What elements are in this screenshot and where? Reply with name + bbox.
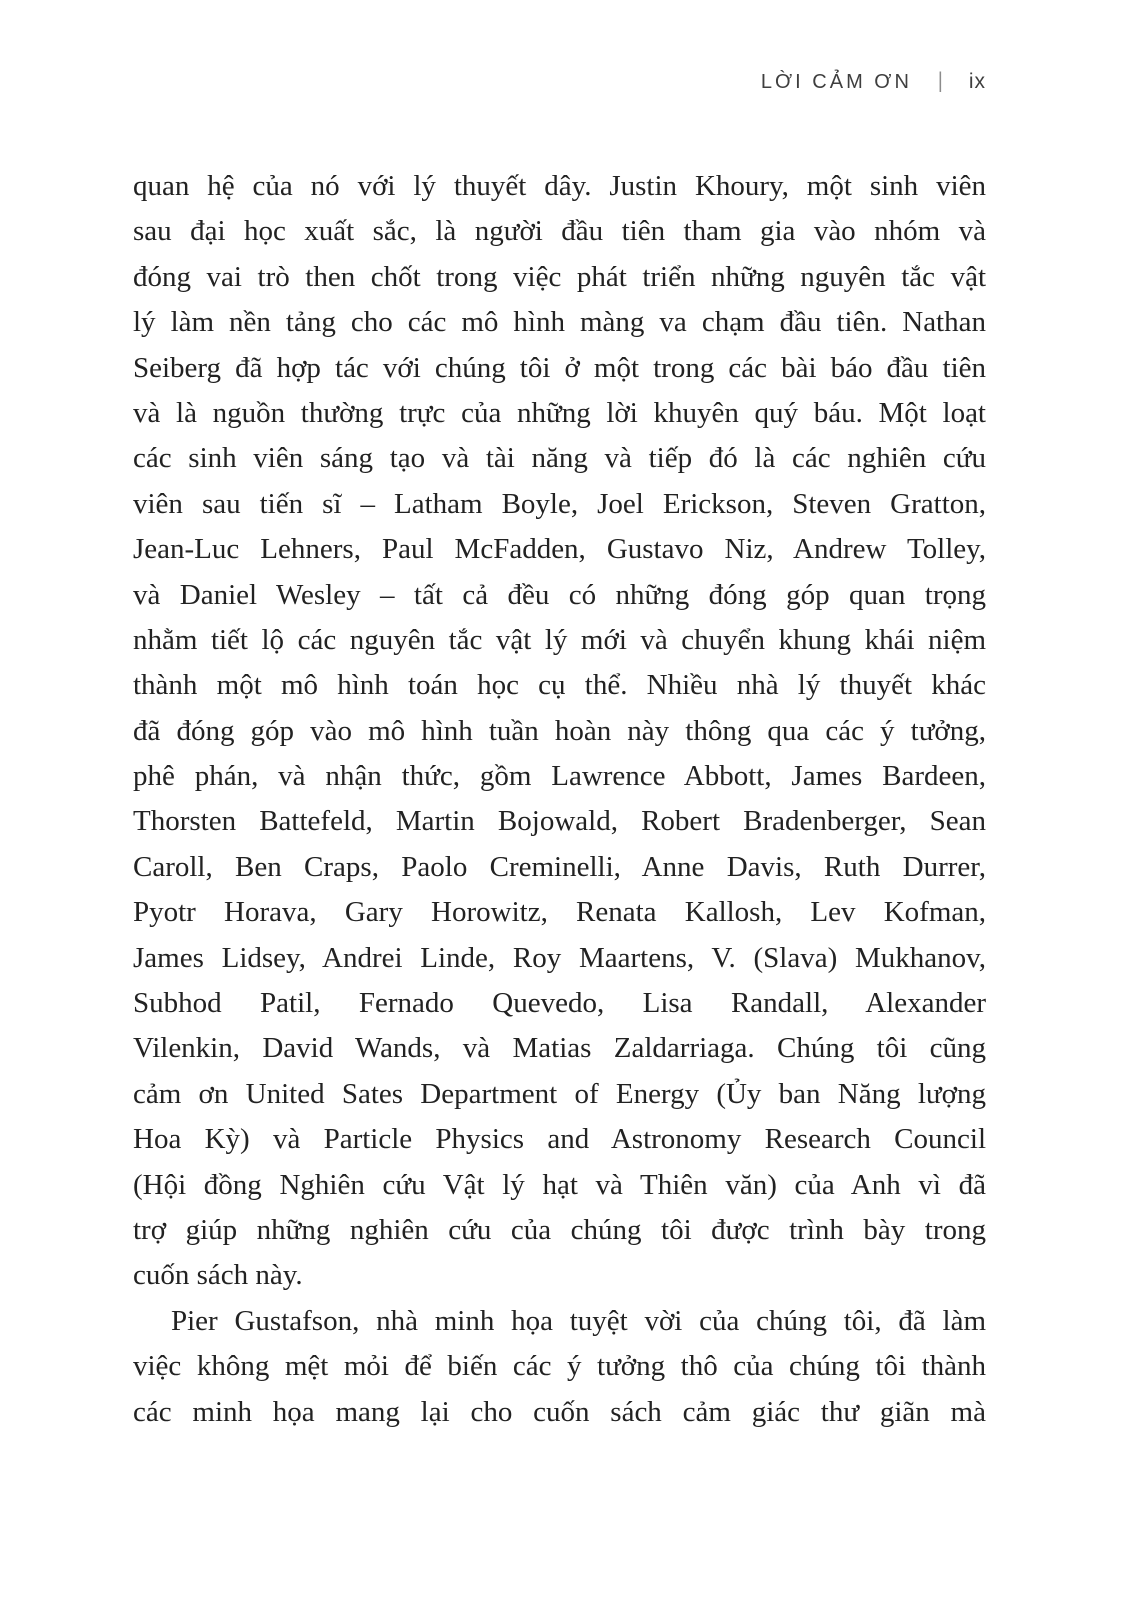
text-line: đóng vai trò then chốt trong việc phát triển những nguyên tắc vật <box>133 260 986 293</box>
text-line: Jean-Luc Lehners, Paul McFadden, Gustavo Niz, Andrew Tolley, <box>133 533 986 566</box>
text-line: (Hội đồng Nghiên cứu Vật lý hạt và Thiên văn) của Anh vì đã <box>133 1168 986 1201</box>
paragraph <box>133 164 986 1299</box>
text-line: nhằm tiết lộ các nguyên tắc vật lý mới và chuyển khung khái niệm <box>133 623 986 656</box>
text-line: lý làm nền tảng cho các mô hình màng va chạm đầu tiên. Nathan <box>133 306 986 339</box>
text-line: Pier Gustafson, nhà minh họa tuyệt vời của chúng tôi, đã làm <box>171 1304 986 1337</box>
text-line: các minh họa mang lại cho cuốn sách cảm giác thư giãn mà <box>133 1395 986 1428</box>
section-title: LỜI CẢM ƠN <box>760 70 912 93</box>
text-line: cảm ơn United Sates Department of Energy (Ủy ban Năng lượng <box>133 1077 986 1110</box>
header-separator: | <box>937 69 943 94</box>
text-line: Vilenkin, David Wands, và Matias Zaldarriaga. Chúng tôi cũng <box>133 1032 986 1065</box>
text-line: viên sau tiến sĩ – Latham Boyle, Joel Erickson, Steven Gratton, <box>133 487 986 520</box>
text-line: việc không mệt mỏi để biến các ý tưởng thô của chúng tôi thành <box>133 1350 986 1383</box>
paragraph <box>133 1299 986 1435</box>
text-line: cuốn sách này. <box>133 1259 303 1292</box>
text-line: quan hệ của nó với lý thuyết dây. Justin Khoury, một sinh viên <box>133 170 986 202</box>
text-line: sau đại học xuất sắc, là người đầu tiên tham gia vào nhóm và <box>133 215 986 248</box>
paragraphs-container <box>133 164 986 1435</box>
text-line: Pyotr Horava, Gary Horowitz, Renata Kallosh, Lev Kofman, <box>133 896 986 929</box>
text-line: Caroll, Ben Craps, Paolo Creminelli, Anne Davis, Ruth Durrer, <box>133 850 986 883</box>
text-line: phê phán, và nhận thức, gồm Lawrence Abbott, James Bardeen, <box>133 760 986 793</box>
text-line: James Lidsey, Andrei Linde, Roy Maartens, V. (Slava) Mukhanov, <box>133 941 986 974</box>
text-line: Thorsten Battefeld, Martin Bojowald, Robert Bradenberger, Sean <box>133 805 986 838</box>
text-line: Seiberg đã hợp tác với chúng tôi ở một trong các bài báo đầu tiên <box>133 351 986 384</box>
text-line: và Daniel Wesley – tất cả đều có những đóng góp quan trọng <box>133 578 986 611</box>
text-line: đã đóng góp vào mô hình tuần hoàn này thông qua các ý tưởng, <box>133 714 986 747</box>
text-line: trợ giúp những nghiên cứu của chúng tôi được trình bày trong <box>133 1213 986 1246</box>
text-line: Hoa Kỳ) và Particle Physics and Astronomy Research Council <box>133 1123 986 1156</box>
running-head <box>133 70 986 94</box>
page-body <box>133 164 986 1435</box>
page-number: ix <box>968 70 986 93</box>
text-line: các sinh viên sáng tạo và tài năng và tiếp đó là các nghiên cứu <box>133 442 986 475</box>
text-line: và là nguồn thường trực của những lời khuyên quý báu. Một loạt <box>133 396 986 429</box>
text-line: Subhod Patil, Fernado Quevedo, Lisa Randall, Alexander <box>133 987 986 1020</box>
text-line: thành một mô hình toán học cụ thể. Nhiều nhà lý thuyết khác <box>133 669 986 702</box>
